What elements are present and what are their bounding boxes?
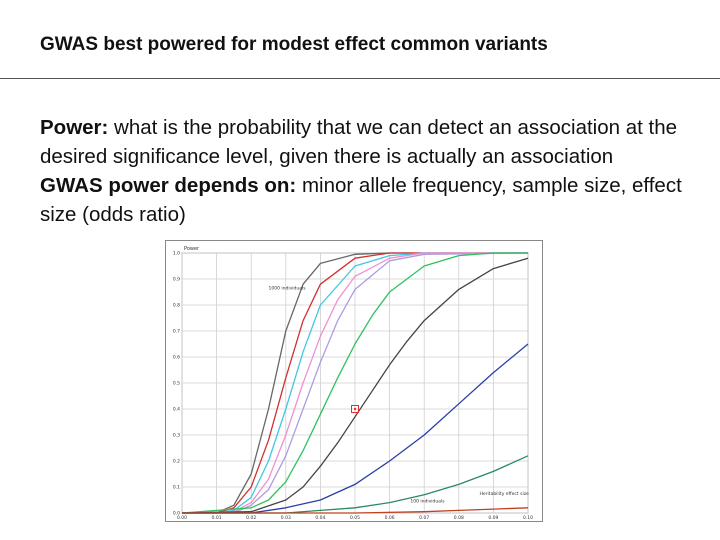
depends-list: minor allele frequency, sample size, effect size (odds ratio): [40, 174, 682, 226]
x-tick-label: 0.08: [453, 516, 464, 521]
depends-paragraph: [40, 171, 700, 229]
power-paragraph: [40, 113, 700, 171]
y-tick-label: 0.0: [172, 511, 180, 517]
y-tick-label: 0.9: [172, 277, 180, 283]
depends-term: GWAS power depends on:: [40, 174, 297, 197]
marker-dot: [354, 408, 356, 410]
y-tick-label: 0.5: [172, 381, 180, 387]
y-tick-label: 0.2: [172, 459, 180, 465]
chart-annotation: 1000 individuals: [268, 286, 306, 292]
chart-annotation: 100 individuals: [410, 499, 445, 505]
x-tick-label: 0.01: [211, 516, 222, 521]
x-tick-label: 0.04: [315, 516, 326, 521]
title-divider: [0, 78, 720, 79]
y-tick-label: 0.6: [172, 355, 180, 361]
x-tick-label: 0.05: [349, 516, 361, 521]
power-term: Power:: [40, 116, 109, 139]
x-tick-label: 0.09: [488, 516, 499, 521]
power-chart: [165, 240, 543, 522]
power-chart-svg: [166, 241, 542, 521]
x-tick-label: 0.02: [246, 516, 257, 521]
x-tick-label: 0.07: [419, 516, 430, 521]
x-tick-label: 0.10: [522, 516, 534, 521]
y-tick-label: 0.3: [172, 433, 180, 439]
y-tick-label: 0.1: [172, 485, 180, 491]
y-tick-label: 0.7: [172, 329, 180, 335]
slide-title: GWAS best powered for modest effect common variants: [40, 34, 548, 55]
y-tick-label: 1.0: [172, 251, 180, 257]
y-tick-label: 0.8: [172, 303, 180, 309]
power-definition: what is the probability that we can detect an association at the desired significance level, given there is actually an association: [40, 116, 678, 168]
x-tick-label: 0.06: [384, 516, 395, 521]
x-tick-label: 0.03: [280, 516, 291, 521]
x-tick-label: 0.00: [176, 516, 188, 521]
y-tick-label: 0.4: [172, 407, 180, 413]
slide-body: [40, 113, 700, 229]
y-axis-label: Power: [184, 246, 200, 252]
chart-annotation: Heritability effect size: [479, 491, 529, 497]
